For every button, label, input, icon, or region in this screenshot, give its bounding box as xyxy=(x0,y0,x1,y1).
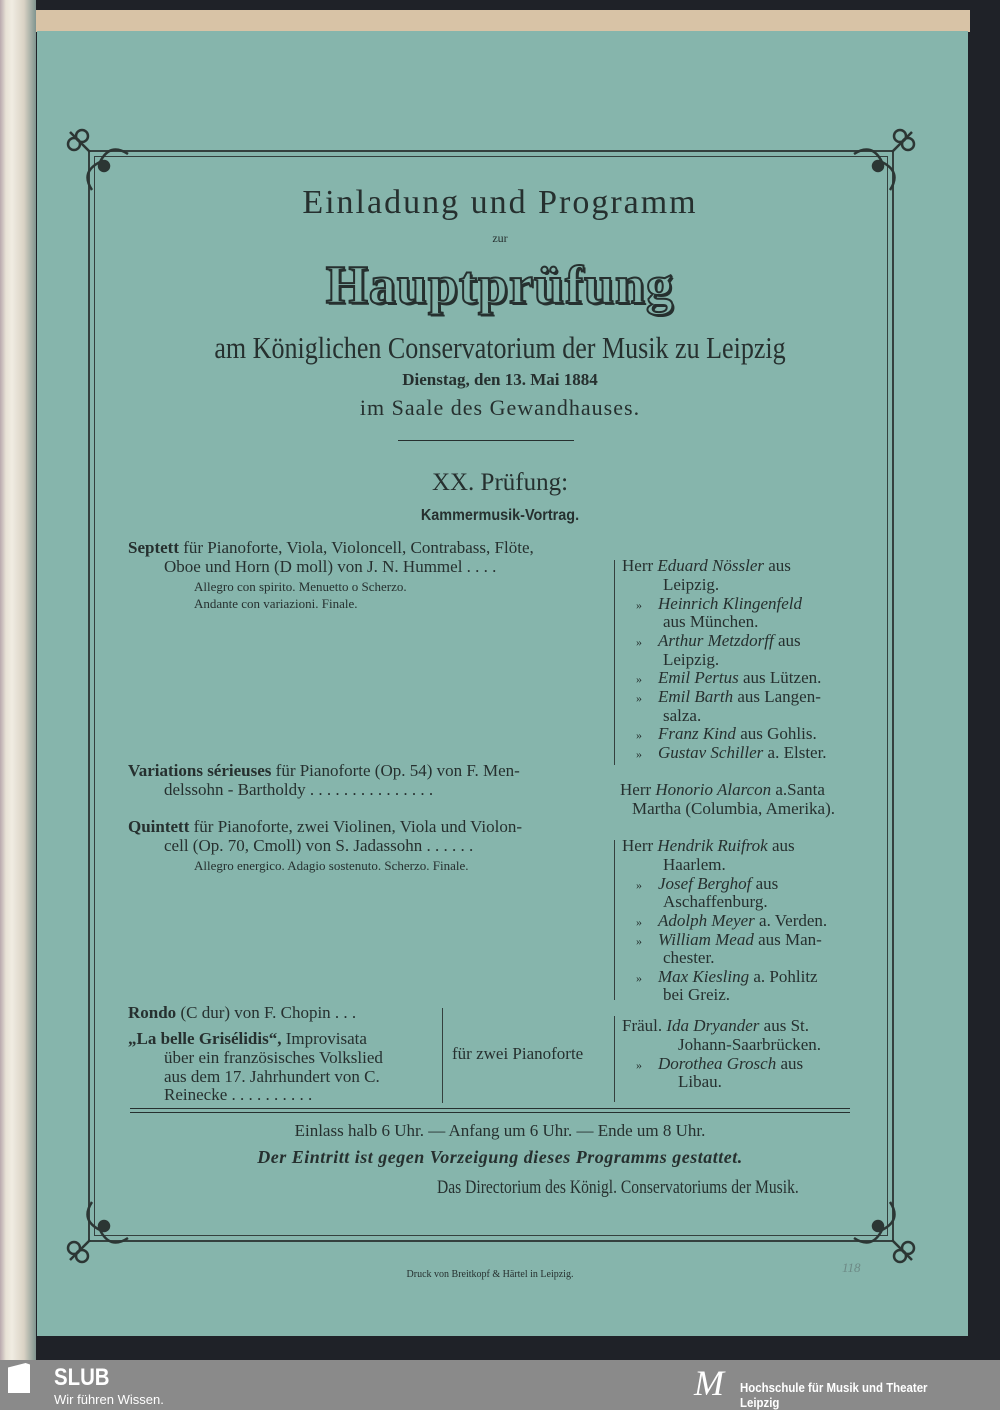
piece-line: delssohn - Bartholdy . . . . . . . . . . . . . . . xyxy=(164,780,434,799)
ditto-mark: » xyxy=(636,1058,642,1072)
piece-griselidis: „La belle Grisélidis“, Improvisata xyxy=(128,1029,367,1048)
exam-subtitle: Kammermusik-Vortrag. xyxy=(420,507,580,524)
page-mark: 118 xyxy=(842,1260,861,1275)
performer-origin: aus Man- xyxy=(753,930,822,949)
book-cover-edge xyxy=(36,10,970,32)
performer-cont: aus München. xyxy=(663,612,759,631)
performer-name: Eduard Nössler xyxy=(657,556,764,575)
title-label: Fräul. xyxy=(622,1016,667,1035)
ditto-mark: » xyxy=(636,598,642,612)
ditto-mark: » xyxy=(636,878,642,892)
piece-line: über ein französisches Volkslied xyxy=(164,1048,383,1067)
performer-name: Gustav Schiller xyxy=(658,743,764,762)
movements: Allegro con spirito. Menuetto o Scherzo. xyxy=(194,579,407,594)
performer-origin: aus xyxy=(751,874,779,893)
hmt-logo-icon: M xyxy=(694,1363,724,1403)
performer-origin: aus Langen- xyxy=(733,687,821,706)
performer-origin: aus St. xyxy=(759,1016,809,1035)
brace xyxy=(614,1016,615,1102)
for-two-pianos: für zwei Pianoforte xyxy=(452,1044,584,1063)
ditto-mark: » xyxy=(636,728,642,742)
venue: im Saale des Gewandhauses. xyxy=(359,395,641,420)
performer-name: Josef Berghof xyxy=(658,874,752,893)
performer-cont: Johann-Saarbrücken. xyxy=(678,1035,822,1054)
corner-ornament-icon xyxy=(852,1200,922,1270)
performer xyxy=(622,1016,809,1036)
printer-note: Druck von Breitkopf & Härtel in Leipzig. xyxy=(406,1269,574,1280)
zur-label: zur xyxy=(492,231,508,245)
performer-cont: bei Greiz. xyxy=(663,985,731,1004)
performer xyxy=(636,724,817,745)
performer-cont: Libau. xyxy=(678,1072,722,1091)
performer-cont: Aschaffenburg. xyxy=(663,892,768,911)
performer-cont: Leipzig. xyxy=(663,650,720,669)
performer-origin: aus xyxy=(773,631,801,650)
performer-name: Dorothea Grosch xyxy=(658,1054,777,1073)
ditto-mark: » xyxy=(636,672,642,686)
performer-name: Franz Kind xyxy=(658,724,736,743)
corner-ornament-icon xyxy=(60,1200,130,1270)
performer-name: Adolph Meyer xyxy=(658,911,755,930)
ditto-mark: » xyxy=(636,635,642,649)
performer xyxy=(636,687,821,708)
brace xyxy=(442,1008,443,1103)
times: Einlass halb 6 Uhr. — Anfang um 6 Uhr. — Ende um 8 Uhr. xyxy=(294,1121,706,1140)
brace xyxy=(614,560,615,765)
ditto-mark: » xyxy=(636,747,642,761)
performer-origin: aus Lützen. xyxy=(738,668,822,687)
performer-name: Max Kiesling xyxy=(658,967,750,986)
library-bar xyxy=(0,1360,1000,1410)
piece-rondo: Rondo (C dur) von F. Chopin . . . xyxy=(128,1003,357,1022)
title-label: Herr xyxy=(622,836,658,855)
performer-name: Arthur Metzdorff xyxy=(658,631,774,650)
performer xyxy=(622,836,795,856)
ditto-mark: » xyxy=(636,971,642,985)
piece-septett: Septett für Pianoforte, Viola, Violoncell, Contrabass, Flöte, xyxy=(128,538,534,557)
slub-tagline: Wir führen Wissen. xyxy=(54,1392,164,1407)
performer-cont: chester. xyxy=(663,948,715,967)
double-rule xyxy=(130,1108,850,1113)
performer-name: William Mead xyxy=(658,930,754,949)
performer-cont: Leipzig. xyxy=(663,575,720,594)
invitation-title: Einladung und Programm xyxy=(302,184,698,221)
slub-logo[interactable]: SLUB xyxy=(54,1364,110,1391)
piece-line: aus dem 17. Jahrhundert von C. xyxy=(164,1067,380,1086)
title-label: Herr xyxy=(622,556,658,575)
performer-name: Emil Barth xyxy=(658,687,734,706)
piece-variations: Variations sérieuses für Pianoforte (Op. 54) von F. Men- xyxy=(128,761,520,780)
performer-cont: Haarlem. xyxy=(663,855,726,874)
ditto-mark: » xyxy=(636,691,642,705)
corner-ornament-icon xyxy=(60,122,130,192)
performer xyxy=(636,631,801,652)
entry-note: Der Eintritt ist gegen Vorzeigung dieses Programms gestattet. xyxy=(257,1147,743,1167)
piece-line: Reinecke . . . . . . . . . . xyxy=(164,1085,313,1104)
performer-origin: a. Pohlitz xyxy=(749,967,818,986)
performer xyxy=(636,668,821,689)
hmt-name[interactable]: Hochschule für Musik und Theater Leipzig xyxy=(740,1380,928,1410)
piece-line: Oboe und Horn (D moll) von J. N. Hummel . . . . xyxy=(164,557,497,576)
ditto-mark: » xyxy=(636,934,642,948)
institution: am Königlichen Conservatorium der Musik zu Leipzig xyxy=(214,330,786,365)
performer xyxy=(636,743,827,764)
signature: Das Directorium des Königl. Conservatoriums der Musik. xyxy=(437,1177,799,1198)
movements: Andante con variazioni. Finale. xyxy=(194,596,358,611)
performer-name: Hendrik Ruifrok xyxy=(657,836,768,855)
piece-line: cell (Op. 70, Cmoll) von S. Jadassohn . . . . . . xyxy=(164,836,474,855)
performer-name: Emil Pertus xyxy=(658,668,739,687)
piece-quintett: Quintett für Pianoforte, zwei Violinen, Viola und Violon- xyxy=(128,817,523,836)
date: Dienstag, den 13. Mai 1884 xyxy=(402,370,598,389)
ditto-mark: » xyxy=(636,915,642,929)
performer xyxy=(636,911,827,932)
performer-name: Heinrich Klingenfeld xyxy=(658,594,803,613)
performer-cont: salza. xyxy=(663,706,702,725)
slub-logo-icon xyxy=(8,1363,30,1393)
corner-ornament-icon xyxy=(852,122,922,192)
performer-cont: Martha (Columbia, Amerika). xyxy=(632,799,836,818)
main-title: Hauptprüfung xyxy=(325,255,675,315)
performer-origin: aus xyxy=(767,836,795,855)
performer-origin: aus Gohlis. xyxy=(735,724,817,743)
performer xyxy=(622,556,791,576)
performer-name: Ida Dryander xyxy=(666,1016,760,1035)
movements: Allegro energico. Adagio sostenuto. Scherzo. Finale. xyxy=(194,858,469,873)
exam-number: XX. Prüfung: xyxy=(431,469,569,496)
performer: Herr Honorio Alarcon a.Santa xyxy=(620,780,825,799)
divider xyxy=(398,440,574,441)
performer-origin: aus xyxy=(763,556,791,575)
brace xyxy=(614,840,615,1000)
performer-origin: aus xyxy=(776,1054,804,1073)
performer-origin: a. Verden. xyxy=(754,911,828,930)
performer-origin: a. Elster. xyxy=(763,743,827,762)
